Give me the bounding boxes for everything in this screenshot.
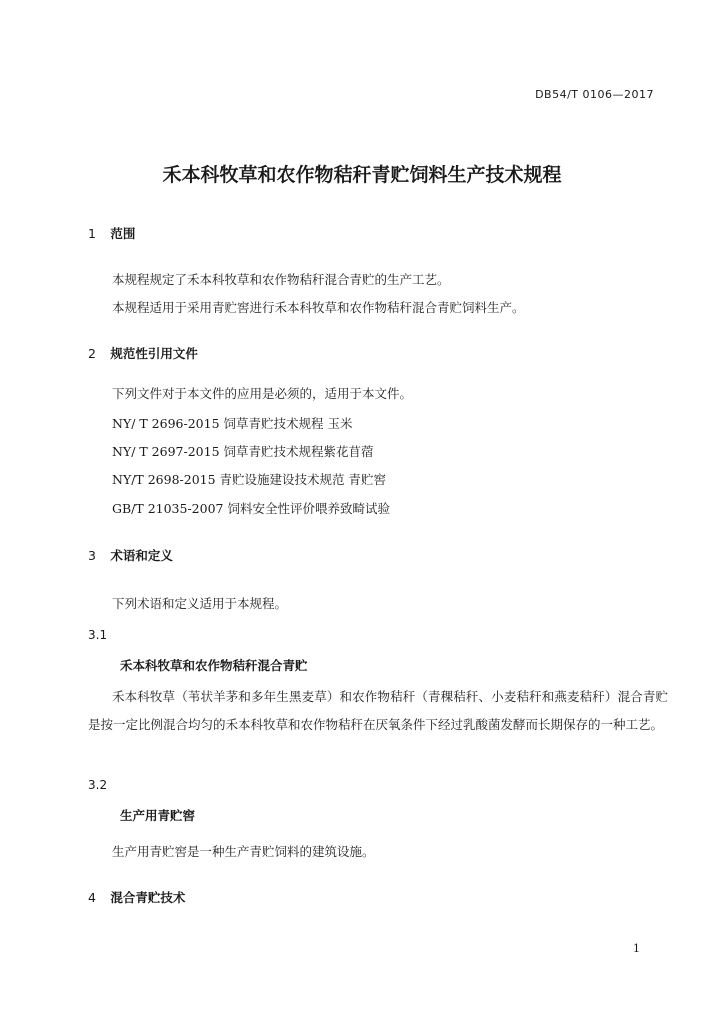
section-number: 3 — [88, 548, 96, 563]
standard-code: DB54/T 0106—2017 — [535, 88, 654, 101]
section-1-heading — [88, 224, 135, 242]
term-number: 3.1 — [88, 628, 108, 642]
section-title: 术语和定义 — [110, 548, 173, 563]
term-title: 生产用青贮窖 — [120, 808, 196, 823]
section-4-heading — [88, 888, 185, 906]
section-2-heading — [88, 344, 198, 362]
reference-item: NY/T 2698-2015 青贮设施建设技术规范 青贮窖 — [112, 472, 387, 487]
section-number: 2 — [88, 346, 96, 361]
page-number: 1 — [633, 942, 640, 955]
term-number: 3.2 — [88, 778, 108, 792]
document-title: 禾本科牧草和农作物秸秆青贮饲料生产技术规程 — [162, 164, 562, 186]
reference-item: GB/T 21035-2007 饲料安全性评价喂养致畸试验 — [112, 501, 390, 516]
paragraph: 本规程适用于采用青贮窖进行禾本科牧草和农作物秸秆混合青贮饲料生产。 — [112, 300, 525, 315]
section-title: 范围 — [110, 226, 136, 241]
section-number: 1 — [88, 226, 96, 241]
section-title: 规范性引用文件 — [110, 346, 198, 361]
reference-item: NY/ T 2697-2015 饲草青贮技术规程紫花苜蓿 — [112, 444, 374, 459]
section-number: 4 — [88, 890, 96, 905]
section-3-heading — [88, 546, 173, 564]
paragraph: 下列文件对于本文件的应用是必须的，适用于本文件。 — [112, 386, 413, 401]
term-definition: 禾本科牧草（苇状羊茅和多年生黑麦草）和农作物秸秆（青稞秸秆、小麦秸秆和燕麦秸秆）混合青贮是按一定比例混合均匀的禾本科牧草和农作物秸秆在厌氧条件下经过乳酸菌发酵而长期保存的一种工艺。 — [88, 689, 668, 732]
section-title: 混合青贮技术 — [110, 890, 186, 905]
paragraph: 下列术语和定义适用于本规程。 — [112, 596, 288, 611]
term-definition: 生产用青贮窖是一种生产青贮饲料的建筑设施。 — [112, 844, 375, 859]
reference-item: NY/ T 2696-2015 饲草青贮技术规程 玉米 — [112, 416, 353, 431]
paragraph: 本规程规定了禾本科牧草和农作物秸秆混合青贮的生产工艺。 — [112, 272, 450, 287]
term-title: 禾本科牧草和农作物秸秆混合青贮 — [120, 658, 308, 673]
